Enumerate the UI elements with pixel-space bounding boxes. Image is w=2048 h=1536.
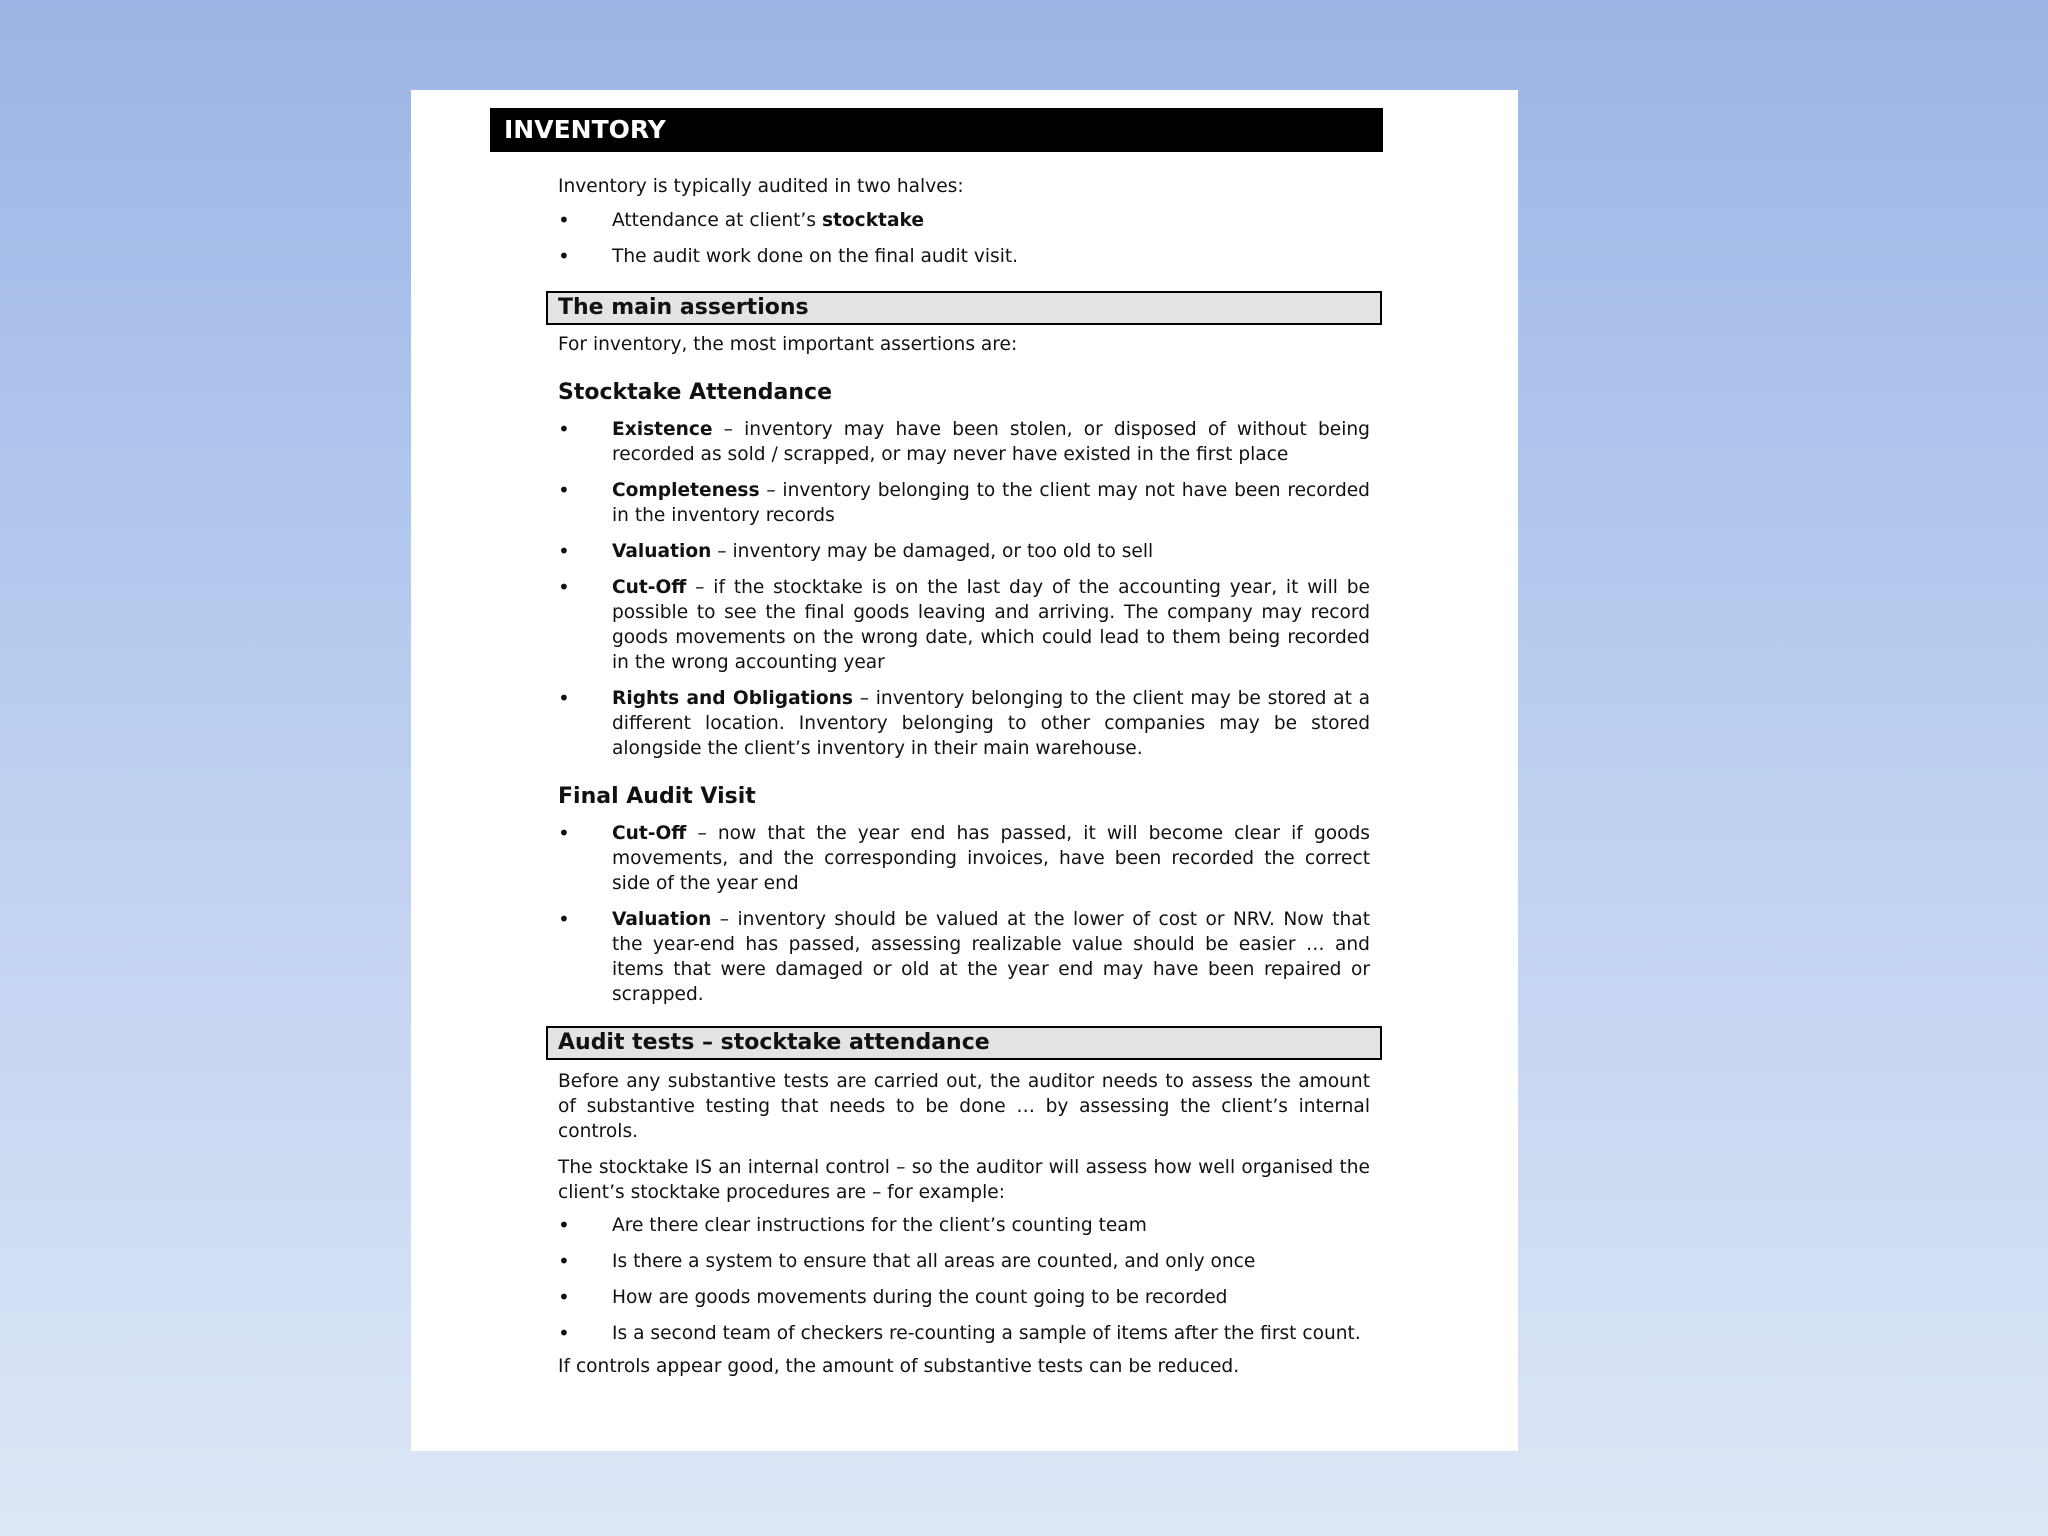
list-item: • How are goods movements during the count going to be recorded: [558, 1285, 1228, 1309]
list-item: • Are there clear instructions for the client’s counting team: [558, 1213, 1147, 1237]
list-item: • Is there a system to ensure that all areas are counted, and only once: [558, 1249, 1256, 1273]
bullet-icon: •: [558, 907, 570, 931]
subheading-stocktake-attendance: Stocktake Attendance: [558, 380, 832, 405]
bullet-icon: •: [558, 1321, 570, 1345]
section-heading-main-assertions: The main assertions: [546, 291, 1382, 325]
bullet-icon: •: [558, 686, 570, 710]
list-item: • Is a second team of checkers re-counting a sample of items after the first count.: [558, 1321, 1361, 1345]
audit-tests-paragraph-1: Before any substantive tests are carried out, the auditor needs to assess the amount of substantive testing that needs to be done … by assessing the client’s internal controls.: [558, 1071, 1370, 1142]
list-item: • Completeness – inventory belonging to the client may not have been recorded in the inventory records: [558, 478, 1370, 526]
bullet-icon: •: [558, 575, 570, 599]
subheading-final-audit-visit: Final Audit Visit: [558, 784, 756, 809]
audit-tests-paragraph-2: The stocktake IS an internal control – so the auditor will assess how well organised the client’s stocktake procedures are – for example:: [558, 1157, 1370, 1203]
bullet-icon: •: [558, 1249, 570, 1273]
bullet-icon: •: [558, 244, 570, 268]
bullet-icon: •: [558, 1285, 570, 1309]
assertions-lead: For inventory, the most important assertions are:: [558, 334, 1018, 355]
bullet-icon: •: [558, 478, 570, 502]
list-item: • Valuation – inventory may be damaged, or too old to sell: [558, 539, 1154, 563]
bullet-icon: •: [558, 208, 570, 232]
list-item: • Valuation – inventory should be valued at the lower of cost or NRV. Now that the year-end has passed, assessing realizable value should be easier … and items that were damaged or old at the year end may have been repaired or scrapped.: [558, 907, 1370, 1005]
intro-paragraph: Inventory is typically audited in two halves:: [558, 176, 964, 197]
final-visit-assertion-list: [558, 821, 1370, 1007]
list-item: • Existence – inventory may have been stolen, or disposed of without being recorded as sold / scrapped, or may never have existed in the first place: [558, 417, 1370, 465]
stocktake-controls-list: [558, 1213, 1370, 1346]
document-content: [558, 174, 1370, 1379]
document-page: [411, 90, 1518, 1451]
list-item: • Rights and Obligations – inventory belonging to the client may be stored at a different location. Inventory belonging to other companies may be stored alongside the client’s inventory in their main warehouse.: [558, 686, 1370, 759]
closing-paragraph: If controls appear good, the amount of substantive tests can be reduced.: [558, 1356, 1240, 1377]
intro-bullet-list: [558, 208, 1370, 269]
list-item: • The audit work done on the final audit visit.: [558, 244, 1019, 268]
section-heading-audit-tests: Audit tests – stocktake attendance: [546, 1026, 1382, 1060]
bullet-icon: •: [558, 821, 570, 845]
list-item: • Attendance at client’s stocktake: [558, 208, 924, 232]
list-item: • Cut-Off – now that the year end has passed, it will become clear if goods movements, and the corresponding invoices, have been recorded the correct side of the year end: [558, 821, 1370, 894]
bullet-icon: •: [558, 539, 570, 563]
bullet-icon: •: [558, 417, 570, 441]
document-title: INVENTORY: [490, 108, 1383, 152]
bullet-icon: •: [558, 1213, 570, 1237]
stocktake-assertion-list: [558, 417, 1370, 761]
list-item: • Cut-Off – if the stocktake is on the last day of the accounting year, it will be possible to see the final goods leaving and arriving. The company may record goods movements on the wrong date, which could lead to them being recorded in the wrong accounting year: [558, 575, 1370, 673]
